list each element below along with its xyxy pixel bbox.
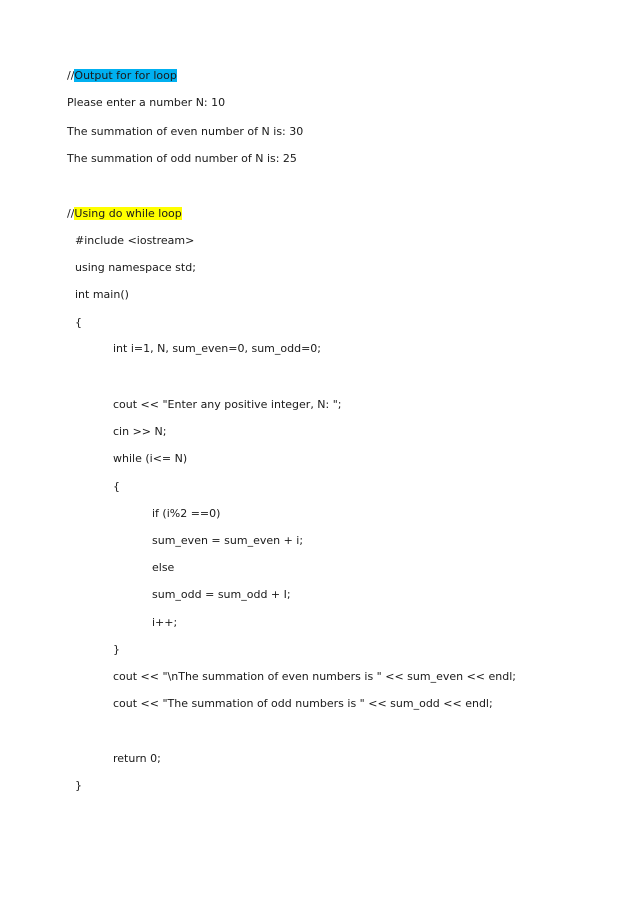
output-comment-label: Output for for loop (74, 69, 177, 82)
do-while-comment-label: Using do while loop (74, 207, 182, 220)
code-line: else (152, 561, 175, 574)
code-line: int i=1, N, sum_even=0, sum_odd=0; (113, 342, 322, 355)
code-line: i++; (152, 616, 178, 629)
code-line: } (113, 643, 120, 656)
code-line: cout << "Enter any positive integer, N: "; (113, 398, 342, 411)
code-line: return 0; (113, 752, 161, 765)
output-odd-result: The summation of odd number of N is: 25 (67, 152, 297, 165)
code-line: cout << "The summation of odd numbers is " << sum_odd << endl; (113, 697, 493, 710)
code-line: cin >> N; (113, 425, 167, 438)
code-line: sum_even = sum_even + i; (152, 534, 304, 547)
code-line: int main() (75, 288, 129, 301)
code-line: while (i<= N) (113, 452, 188, 465)
do-while-comment (67, 207, 182, 221)
code-line: } (75, 779, 82, 792)
code-line: sum_odd = sum_odd + I; (152, 588, 291, 601)
code-line: { (75, 316, 82, 329)
code-line: if (i%2 ==0) (152, 507, 221, 520)
code-line: #include <iostream> (75, 234, 195, 247)
output-even-result: The summation of even number of N is: 30 (67, 125, 304, 138)
output-prompt-line: Please enter a number N: 10 (67, 96, 226, 109)
comment-prefix: // (67, 207, 75, 220)
code-line: { (113, 480, 120, 493)
comment-prefix: // (67, 69, 75, 82)
output-comment (67, 69, 177, 83)
code-line: cout << "\nThe summation of even numbers is " << sum_even << endl; (113, 670, 517, 683)
code-line: using namespace std; (75, 261, 196, 274)
